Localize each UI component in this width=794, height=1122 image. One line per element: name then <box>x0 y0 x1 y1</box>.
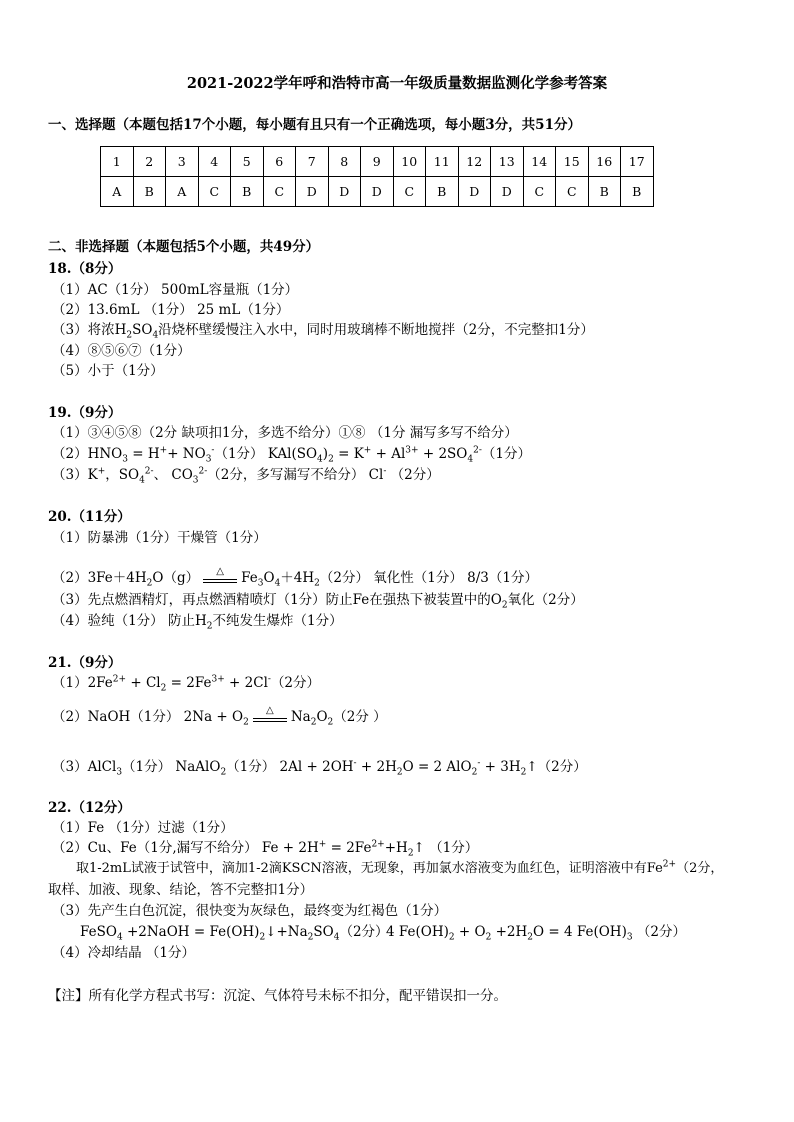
q19-line1: （1）③④⑤⑧（2分 缺项扣1分，多选不给分）①⑧ （1分 漏写多写不给分） <box>52 425 518 441</box>
q22-line4: 取样、加液、现象、结论，答不完整扣1分） <box>48 882 314 898</box>
answer-table-number-row <box>101 147 654 177</box>
answer-cell: D <box>491 177 524 207</box>
question-number-cell: 14 <box>523 147 556 177</box>
q19-heading: 19.（9分） <box>48 405 122 421</box>
question-number-cell: 17 <box>621 147 654 177</box>
q21-line2: （2）NaOH（1分） $2Na + O_2$ △ $Na_2O_2(2$分 ） <box>52 704 387 728</box>
answer-cell: D <box>361 177 394 207</box>
q21-line3: （3）AlCl$_3$（1分） NaAlO$_2$（1分） $2Al + 2OH^- + 2H_2O = 2$ $AlO_2^- + 3H_2↑(2$分） <box>52 758 587 778</box>
q22-line6b: 4 $Fe(OH)_2 + O_2 +2H_2O = 4$ $Fe(OH)_3$ （2分） <box>386 924 686 943</box>
question-number-cell: 7 <box>296 147 329 177</box>
q22-line3: 取1-2mL试液于试管中，滴加1-2滴KSCN溶液，无现象，再加氯水溶液变为血红色，证明溶液中有$Fe^{2+}(2$分， <box>76 859 724 876</box>
q20-line1: （1）防暴沸（1分）干燥管（1分） <box>52 530 267 546</box>
heating-condition-sign: △ <box>203 572 237 586</box>
question-number-cell: 13 <box>491 147 524 177</box>
answer-cell: B <box>133 177 166 207</box>
q18-heading: 18.（8分） <box>48 261 122 277</box>
question-number-cell: 6 <box>263 147 296 177</box>
section1-heading: 一、选择题（本题包括17个小题，每小题有且只有一个正确选项，每小题3分，共51分） <box>48 117 581 133</box>
q18-line1: （1）AC（1分） 500mL容量瓶（1分） <box>52 282 299 298</box>
q22-line7: （4）冷却结晶 （1分） <box>52 945 195 961</box>
answer-table-answer-row <box>101 177 654 207</box>
q22-heading: 22.（12分） <box>48 800 131 816</box>
q20-heading: 20.（11分） <box>48 509 131 525</box>
q19-line2: $(2)HNO_3 = H^++ NO_3^-(1$分） $KAl(SO_4)_2 = K^+ + Al^{3+} + 2SO_4^{2-}(1$分） <box>52 445 531 465</box>
question-number-cell: 16 <box>588 147 621 177</box>
q21-heading: 21.（9分） <box>48 655 122 671</box>
q18-line5: （5）小于（1分） <box>52 363 164 379</box>
answer-cell: A <box>101 177 134 207</box>
q20-line4: （4）验纯（1分） 防止$H_2$不纯发生爆炸（1分） <box>52 613 343 632</box>
q18-line2: （2）13.6mL （1分） 25 mL（1分） <box>52 302 290 318</box>
q22-line5: （3）先产生白色沉淀，很快变为灰绿色，最终变为红褐色（1分） <box>52 903 448 919</box>
answer-cell: D <box>296 177 329 207</box>
question-number-cell: 10 <box>393 147 426 177</box>
q18-line4: （4）⑧⑤⑥⑦（1分） <box>52 343 191 359</box>
q19-line3: （3）K+，$SO_4^{2-}$、 $CO_3^{2-}(2$分，多写漏写不给分） Cl- （2分） <box>52 466 440 486</box>
question-number-cell: 3 <box>166 147 199 177</box>
answer-cell: C <box>523 177 556 207</box>
answer-cell: A <box>166 177 199 207</box>
question-number-cell: 15 <box>556 147 589 177</box>
footnote: 【注】所有化学方程式书写：沉淀、气体符号未标不扣分，配平错误扣一分。 <box>48 988 507 1004</box>
page-title: 2021-2022学年呼和浩特市高一年级质量数据监测化学参考答案 <box>186 75 608 92</box>
answer-cell: B <box>231 177 264 207</box>
q22-line1: （1）Fe （1分）过滤（1分） <box>52 820 234 836</box>
q20-line3: （3）先点燃酒精灯，再点燃酒精喷灯（1分）防止Fe在强热下被装置中的$O_2$氧化（2分） <box>52 592 584 611</box>
question-number-cell: 11 <box>426 147 459 177</box>
q22-line2: （2）Cu、Fe（1分,漏写不给分） $Fe + 2H^+ = 2Fe^{2+}+H_2↑$ （1分） <box>52 839 479 859</box>
answer-cell: B <box>621 177 654 207</box>
q18-line3: （3）将浓$H_2SO_4$沿烧杯壁缓慢注入水中，同时用玻璃棒不断地搅拌（2分，不完整扣1分） <box>52 322 594 341</box>
heating-condition-sign: △ <box>253 711 287 725</box>
question-number-cell: 9 <box>361 147 394 177</box>
answer-cell: B <box>588 177 621 207</box>
answer-cell: C <box>393 177 426 207</box>
question-number-cell: 12 <box>458 147 491 177</box>
q22-line6a: FeSO$_4$ +2NaOH = $Fe(OH)_2↓+Na_2SO_4(2$分） <box>80 924 389 943</box>
answer-cell: C <box>263 177 296 207</box>
answer-cell: D <box>458 177 491 207</box>
question-number-cell: 8 <box>328 147 361 177</box>
question-number-cell: 5 <box>231 147 264 177</box>
question-number-cell: 4 <box>198 147 231 177</box>
question-number-cell: 1 <box>101 147 134 177</box>
answer-cell: B <box>426 177 459 207</box>
answer-cell: D <box>328 177 361 207</box>
answer-cell: C <box>556 177 589 207</box>
q21-line1: $(1)2Fe^{2+} + Cl_2 = 2Fe^{3+} + 2Cl^-(2$分） <box>52 674 321 694</box>
answer-table <box>100 146 654 207</box>
question-number-cell: 2 <box>133 147 166 177</box>
q20-line2: $(2)3Fe+4H_2O(g)$ △ $Fe_3O_4+4H_2(2$分） 氧化性（1分） 8/3（1分） <box>52 565 538 589</box>
answer-cell: C <box>198 177 231 207</box>
section2-heading: 二、非选择题（本题包括5个小题，共49分） <box>48 239 320 255</box>
